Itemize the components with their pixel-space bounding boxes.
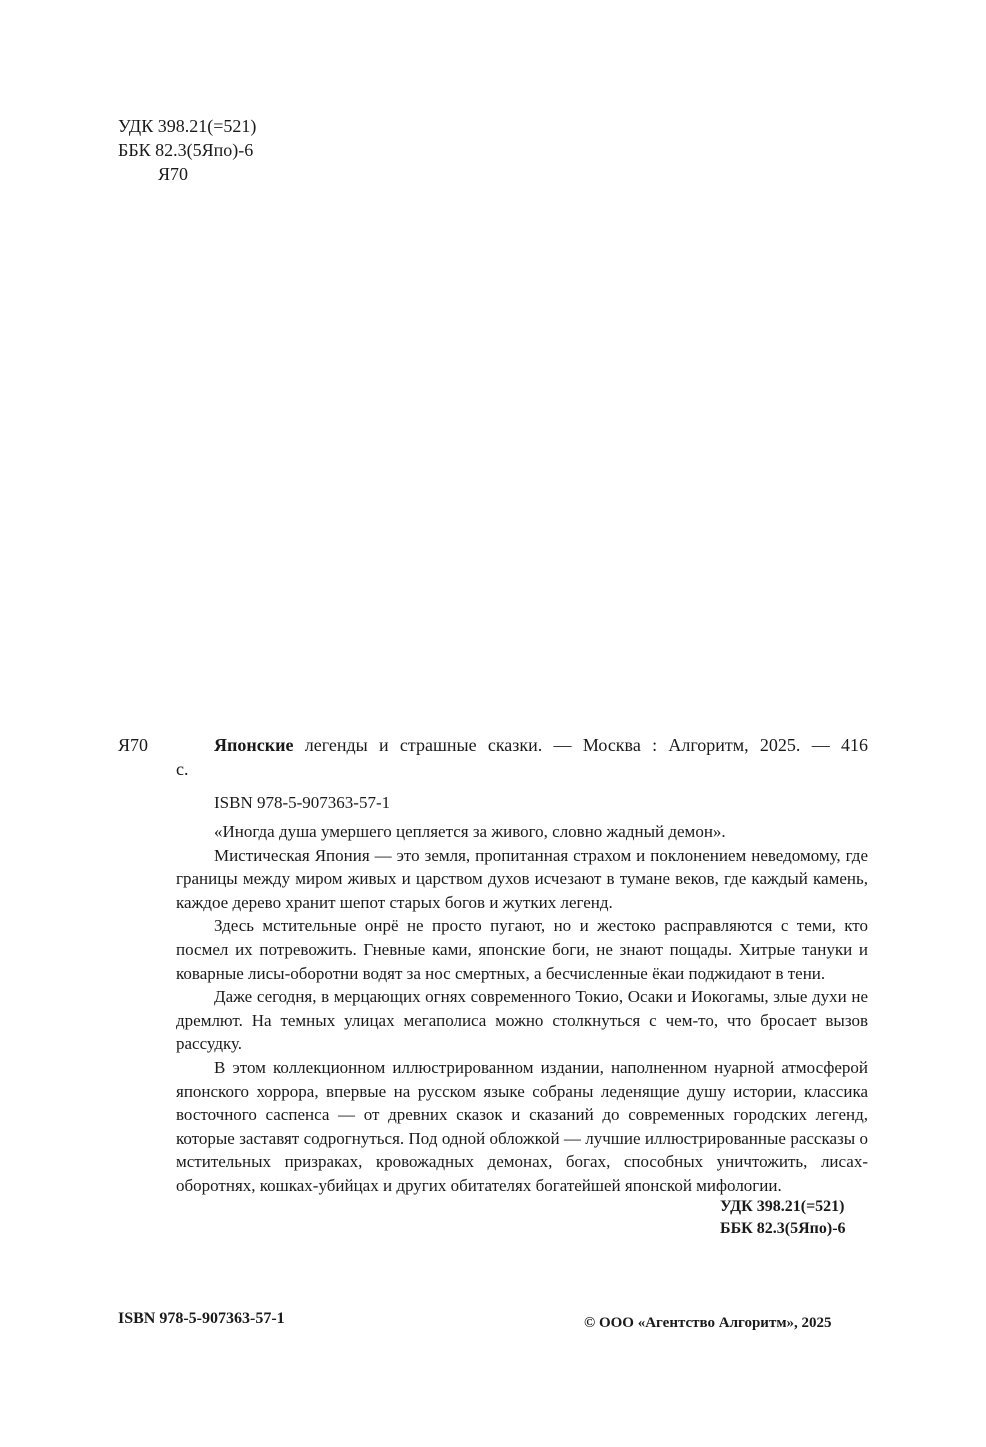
annotation	[176, 820, 868, 1198]
bibliographic-description	[176, 733, 868, 781]
bbk-code: ББК 82.3(5Япо)-6	[118, 140, 254, 160]
annotation-paragraph: В этом коллекционном иллюстрированном издании, наполненном нуарной атмосферой японского хоррора, впервые на русском языке собраны леденящие душу истории, классика восточного саспенса — от древних сказок и сказаний до современных городских легенд, которые заставят содрогнуться. Под одной обложкой — лучшие иллюстрированные рассказы о мстительных призраках, кровожадных демонах, богах, способных уничтожить, лисах-оборотнях, кошках-убийцах и других обитателях богатейшей японской мифологии.	[176, 1057, 868, 1195]
copyright-notice: © ООО «Агентство Алгоритм», 2025	[584, 1315, 832, 1331]
author-sign: Я70	[158, 164, 189, 184]
footer-isbn: ISBN 978-5-907363-57-1	[118, 1310, 285, 1327]
annotation-paragraph: Здесь мстительные онрё не просто пугают, но и жестоко расправляются с теми, кто посмел их потревожить. Гневные ками, японские боги, не знают пощады. Хитрые тануки и коварные лисы-оборотни водят за нос смертных, а бесчисленные ёкаи поджидают в тени.	[176, 916, 868, 983]
record-isbn: ISBN 978-5-907363-57-1	[214, 793, 391, 812]
annotation-paragraph: «Иногда душа умершего цепляется за живого, словно жадный демон».	[214, 822, 726, 841]
udk-code-bottom: УДК 398.21(=521)	[720, 1198, 845, 1215]
udk-code: УДК 398.21(=521)	[118, 116, 257, 136]
title-bold-word: Японские	[214, 735, 294, 755]
bibliographic-record	[176, 733, 868, 815]
title-rest: легенды и страшные сказки. — Москва : Алгоритм, 2025. — 416 с.	[176, 735, 868, 779]
classification-block-top	[118, 114, 256, 186]
classification-block-bottom	[720, 1196, 846, 1240]
annotation-paragraph: Даже сегодня, в мерцающих огнях современного Токио, Осаки и Иокогамы, злые духи не дремлют. На темных улицах мегаполиса можно столкнуться с чем-то, что бросает вызов рассудку.	[176, 987, 868, 1054]
record-author-sign: Я70	[118, 735, 149, 755]
bbk-code-bottom: ББК 82.3(5Япо)-6	[720, 1220, 846, 1237]
annotation-paragraph: Мистическая Япония — это земля, пропитанная страхом и поклонением неведомому, где границы между миром живых и царством духов исчезают в тумане веков, где каждый камень, каждое дерево хранит шепот старых богов и жутких легенд.	[176, 845, 868, 912]
